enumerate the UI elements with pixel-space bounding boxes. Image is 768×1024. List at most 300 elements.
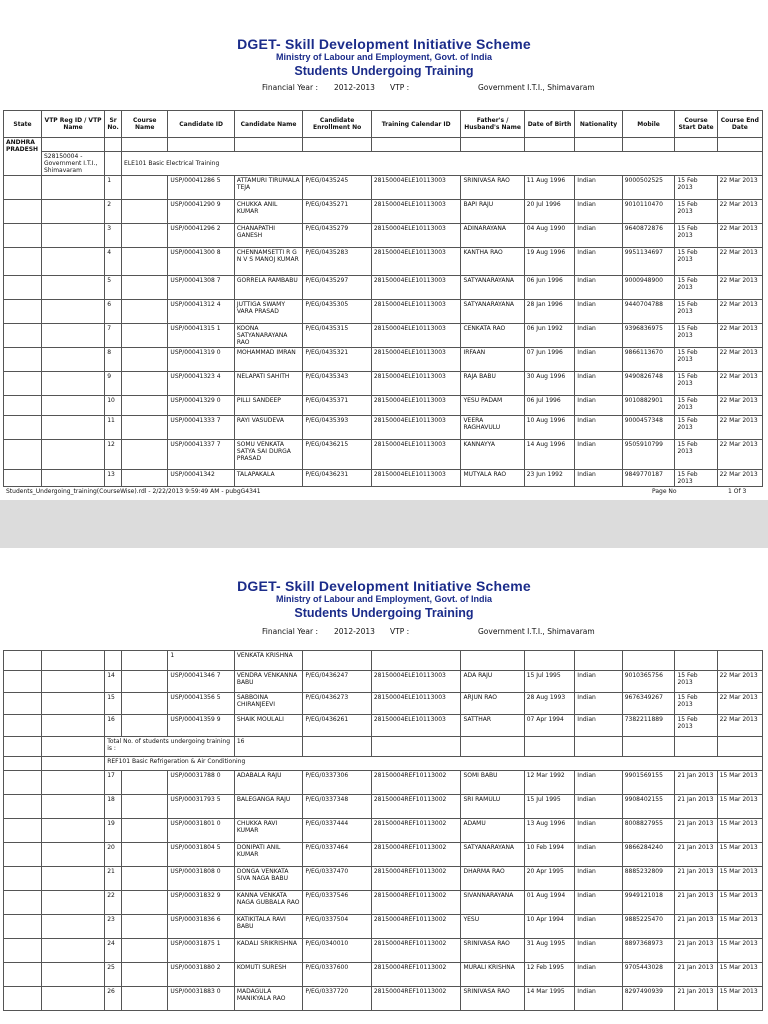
end-date-cell: 15 Mar 2013 bbox=[717, 771, 762, 795]
father-name-cell: ADAMU bbox=[461, 819, 524, 843]
calendar-id-cell: 28150004ELE10113003 bbox=[371, 176, 461, 200]
empty-cell bbox=[41, 138, 104, 152]
state-cell bbox=[4, 276, 42, 300]
table-row bbox=[4, 939, 763, 963]
start-date-cell: 21 Jan 2013 bbox=[675, 819, 717, 843]
candidate-id-cell: USP/00041286 5 bbox=[168, 176, 234, 200]
dob-cell: 07 Jun 1996 bbox=[524, 348, 575, 372]
mobile-cell: 9396836975 bbox=[622, 324, 675, 348]
nationality-cell: Indian bbox=[575, 819, 622, 843]
column-header: Date of Birth bbox=[524, 111, 575, 138]
nationality-cell: Indian bbox=[575, 891, 622, 915]
candidate-name-cell: ADABALA RAJU bbox=[234, 771, 303, 795]
father-name-cell: SATYANARAYANA bbox=[461, 843, 524, 867]
father-name-cell: SATYANARAYANA bbox=[461, 300, 524, 324]
state-cell bbox=[4, 987, 42, 1011]
end-date-cell: 15 Mar 2013 bbox=[717, 963, 762, 987]
table-row bbox=[4, 843, 763, 867]
candidate-id-cell: USP/00041300 8 bbox=[168, 248, 234, 276]
state-cell bbox=[4, 963, 42, 987]
start-date-cell: 21 Jan 2013 bbox=[675, 963, 717, 987]
dob-cell: 14 Mar 1995 bbox=[524, 987, 575, 1011]
mobile-cell: 9440704788 bbox=[622, 300, 675, 324]
empty-cell bbox=[622, 737, 675, 757]
nationality-cell: Indian bbox=[575, 795, 622, 819]
sr-no-cell: 20 bbox=[105, 843, 122, 867]
father-name-cell: KANNAYYA bbox=[461, 440, 524, 470]
nationality-cell: Indian bbox=[575, 771, 622, 795]
calendar-id-cell: 28150004REF10113002 bbox=[371, 843, 461, 867]
state-cell bbox=[4, 867, 42, 891]
father-name-cell: SRINIVASA RAO bbox=[461, 987, 524, 1011]
sr-no-cell: 13 bbox=[105, 470, 122, 487]
course-name-cell bbox=[122, 671, 168, 693]
start-date-cell: 21 Jan 2013 bbox=[675, 987, 717, 1011]
table-row bbox=[4, 276, 763, 300]
table-row bbox=[4, 671, 763, 693]
dob-cell: 28 Aug 1993 bbox=[524, 693, 575, 715]
candidate-name-cell: SHAIK MOULALI bbox=[234, 715, 303, 737]
candidate-id-cell: USP/00041312 4 bbox=[168, 300, 234, 324]
course-name-cell bbox=[122, 248, 168, 276]
candidate-id-cell: USP/00031793 5 bbox=[168, 795, 234, 819]
candidate-name-cell: MOHAMMAD IMRAN bbox=[234, 348, 303, 372]
end-date-cell: 15 Mar 2013 bbox=[717, 843, 762, 867]
state-cell bbox=[4, 324, 42, 348]
course-name-cell bbox=[122, 176, 168, 200]
candidate-id-cell: USP/00041308 7 bbox=[168, 276, 234, 300]
candidate-id-cell: USP/00031883 0 bbox=[168, 987, 234, 1011]
candidate-name-cell: DONGA VENKATA SIVA NAGA BABU bbox=[234, 867, 303, 891]
vtp-cell bbox=[41, 843, 104, 867]
calendar-id-cell: 28150004ELE10113003 bbox=[371, 224, 461, 248]
students-table-page-1 bbox=[3, 110, 763, 487]
enrollment-no-cell: P/EG/0337464 bbox=[303, 843, 372, 867]
end-date-cell: 15 Mar 2013 bbox=[717, 867, 762, 891]
state-cell bbox=[4, 440, 42, 470]
empty-cell bbox=[675, 138, 717, 152]
candidate-name-cell: NELAPATI SAHITH bbox=[234, 372, 303, 396]
dob-cell: 15 Jul 1995 bbox=[524, 795, 575, 819]
candidate-name-cell: SOMU VENKATA SATYA SAI DURGA PRASAD bbox=[234, 440, 303, 470]
start-date-cell: 15 Feb 2013 bbox=[675, 671, 717, 693]
course-name-cell bbox=[122, 715, 168, 737]
calendar-id-cell: 28150004ELE10113003 bbox=[371, 300, 461, 324]
mobile-cell: 9885225470 bbox=[622, 915, 675, 939]
state-cell bbox=[4, 757, 42, 771]
state-cell bbox=[4, 915, 42, 939]
report-title-p2: DGET- Skill Development Initiative Scheme bbox=[237, 578, 531, 594]
start-date-cell: 15 Feb 2013 bbox=[675, 715, 717, 737]
start-date-cell: 15 Feb 2013 bbox=[675, 693, 717, 715]
empty-cell bbox=[524, 737, 575, 757]
empty-cell bbox=[303, 138, 372, 152]
course-name-cell bbox=[122, 276, 168, 300]
empty-cell bbox=[303, 651, 372, 671]
enrollment-no-cell: P/EG/0337348 bbox=[303, 795, 372, 819]
enrollment-no-cell: P/EG/0436247 bbox=[303, 671, 372, 693]
calendar-id-cell: 28150004REF10113002 bbox=[371, 987, 461, 1011]
course-name-cell bbox=[122, 819, 168, 843]
end-date-cell: 22 Mar 2013 bbox=[717, 348, 762, 372]
start-date-cell: 15 Feb 2013 bbox=[675, 396, 717, 416]
candidate-id-cell: USP/00041296 2 bbox=[168, 224, 234, 248]
candidate-id-cell: USP/00041359 9 bbox=[168, 715, 234, 737]
nationality-cell: Indian bbox=[575, 396, 622, 416]
course-name-cell bbox=[122, 795, 168, 819]
nationality-cell: Indian bbox=[575, 470, 622, 487]
sr-no-cell: 24 bbox=[105, 939, 122, 963]
empty-cell bbox=[717, 651, 762, 671]
enrollment-no-cell: P/EG/0337444 bbox=[303, 819, 372, 843]
candidate-id-cell: USP/00041323 4 bbox=[168, 372, 234, 396]
empty-cell bbox=[122, 138, 168, 152]
dob-cell: 30 Aug 1996 bbox=[524, 372, 575, 396]
empty-cell bbox=[717, 138, 762, 152]
end-date-cell: 15 Mar 2013 bbox=[717, 819, 762, 843]
end-date-cell: 22 Mar 2013 bbox=[717, 372, 762, 396]
candidate-id-cell: USP/00031808 0 bbox=[168, 867, 234, 891]
vtp-cell bbox=[41, 939, 104, 963]
nationality-cell: Indian bbox=[575, 248, 622, 276]
state-cell bbox=[4, 470, 42, 487]
vtp-cell bbox=[41, 200, 104, 224]
table-row bbox=[4, 200, 763, 224]
dob-cell: 13 Aug 1996 bbox=[524, 819, 575, 843]
candidate-id-cell: USP/00031836 6 bbox=[168, 915, 234, 939]
total-label: Total No. of students undergoing training is : bbox=[105, 737, 235, 757]
table-row bbox=[4, 987, 763, 1011]
table-row bbox=[4, 867, 763, 891]
sr-no-cell: 7 bbox=[105, 324, 122, 348]
vtp-cell bbox=[41, 440, 104, 470]
column-header: Father's / Husband's Name bbox=[461, 111, 524, 138]
calendar-id-cell: 28150004REF10113002 bbox=[371, 795, 461, 819]
father-name-cell: SATYANARAYANA bbox=[461, 276, 524, 300]
course-name-cell bbox=[122, 915, 168, 939]
enrollment-no-cell: P/EG/0436215 bbox=[303, 440, 372, 470]
dob-cell: 19 Aug 1996 bbox=[524, 248, 575, 276]
dob-cell: 07 Apr 1994 bbox=[524, 715, 575, 737]
candidate-name-cell: VENDRA VENKANNA BABU bbox=[234, 671, 303, 693]
start-date-cell: 21 Jan 2013 bbox=[675, 915, 717, 939]
vtp-cell bbox=[41, 693, 104, 715]
footer-page-label: Page No bbox=[652, 488, 677, 495]
father-name-cell: SRINIVASA RAO bbox=[461, 939, 524, 963]
sr-no-cell: 1 bbox=[105, 176, 122, 200]
mobile-cell: 8897368973 bbox=[622, 939, 675, 963]
end-date-cell: 22 Mar 2013 bbox=[717, 248, 762, 276]
start-date-cell: 15 Feb 2013 bbox=[675, 324, 717, 348]
candidate-name-cell: SABBOINA CHIRANJEEVI bbox=[234, 693, 303, 715]
state-cell bbox=[4, 248, 42, 276]
dob-cell: 23 Jun 1992 bbox=[524, 470, 575, 487]
enrollment-no-cell: P/EG/0337600 bbox=[303, 963, 372, 987]
mobile-cell: 9949121018 bbox=[622, 891, 675, 915]
father-name-cell: ADINARAYANA bbox=[461, 224, 524, 248]
dob-cell: 14 Aug 1996 bbox=[524, 440, 575, 470]
candidate-id-cell: USP/00041337 7 bbox=[168, 440, 234, 470]
dob-cell: 06 Jul 1996 bbox=[524, 396, 575, 416]
enrollment-no-cell: P/EG/0435279 bbox=[303, 224, 372, 248]
dob-cell: 06 Jun 1992 bbox=[524, 324, 575, 348]
father-name-cell: DHARMA RAO bbox=[461, 867, 524, 891]
enrollment-no-cell: P/EG/0337306 bbox=[303, 771, 372, 795]
enrollment-no-cell: P/EG/0337470 bbox=[303, 867, 372, 891]
course-name-cell bbox=[122, 891, 168, 915]
nationality-cell: Indian bbox=[575, 200, 622, 224]
end-date-cell: 22 Mar 2013 bbox=[717, 324, 762, 348]
state-cell bbox=[4, 651, 42, 671]
nationality-cell: Indian bbox=[575, 843, 622, 867]
state-cell bbox=[4, 891, 42, 915]
nationality-cell: Indian bbox=[575, 693, 622, 715]
empty-cell bbox=[461, 651, 524, 671]
candidate-name-cell: KATIKITALA RAVI BABU bbox=[234, 915, 303, 939]
state-cell: ANDHRA PRADESH bbox=[4, 138, 42, 176]
enrollment-no-cell: P/EG/0436231 bbox=[303, 470, 372, 487]
empty-cell bbox=[575, 651, 622, 671]
sr-no-cell: 26 bbox=[105, 987, 122, 1011]
dob-cell: 15 Jul 1995 bbox=[524, 671, 575, 693]
father-name-cell: VEERA RAGHAVULU bbox=[461, 416, 524, 440]
empty-cell bbox=[168, 138, 234, 152]
table-row bbox=[4, 396, 763, 416]
nationality-cell: Indian bbox=[575, 176, 622, 200]
state-cell bbox=[4, 693, 42, 715]
vtp-cell bbox=[41, 891, 104, 915]
candidate-name-cell: BALEGANGA RAJU bbox=[234, 795, 303, 819]
candidate-name-cell: CHANAPATHI GANESH bbox=[234, 224, 303, 248]
state-row bbox=[4, 138, 763, 152]
students-table-page-2 bbox=[3, 650, 763, 1011]
calendar-id-cell: 28150004REF10113002 bbox=[371, 819, 461, 843]
state-cell bbox=[4, 843, 42, 867]
vtp-cell bbox=[41, 372, 104, 396]
candidate-id-cell: USP/00041319 0 bbox=[168, 348, 234, 372]
state-cell bbox=[4, 737, 42, 757]
column-header: Course Start Date bbox=[675, 111, 717, 138]
candidate-id-cell: USP/00031880 2 bbox=[168, 963, 234, 987]
enrollment-no-cell: P/EG/0340010 bbox=[303, 939, 372, 963]
empty-cell bbox=[234, 138, 303, 152]
fy-label-p2: Financial Year : bbox=[262, 627, 319, 636]
course-name-cell bbox=[122, 416, 168, 440]
mobile-cell: 9866284240 bbox=[622, 843, 675, 867]
vtp-value-p2: Government I.T.I., Shimavaram bbox=[478, 627, 595, 636]
dob-cell: 31 Aug 1995 bbox=[524, 939, 575, 963]
father-name-cell: ARJUN RAO bbox=[461, 693, 524, 715]
table-row bbox=[4, 324, 763, 348]
candidate-name-cell: GORRELA RAMBABU bbox=[234, 276, 303, 300]
end-date-cell: 22 Mar 2013 bbox=[717, 715, 762, 737]
sr-no-cell: 2 bbox=[105, 200, 122, 224]
end-date-cell: 15 Mar 2013 bbox=[717, 891, 762, 915]
candidate-name-cell: DONIPATI ANIL KUMAR bbox=[234, 843, 303, 867]
calendar-id-cell: 28150004ELE10113003 bbox=[371, 372, 461, 396]
start-date-cell: 15 Feb 2013 bbox=[675, 200, 717, 224]
table-row bbox=[4, 224, 763, 248]
vtp-cell bbox=[41, 757, 104, 771]
enrollment-no-cell: P/EG/0435283 bbox=[303, 248, 372, 276]
enrollment-no-cell: P/EG/0435245 bbox=[303, 176, 372, 200]
start-date-cell: 15 Feb 2013 bbox=[675, 300, 717, 324]
enrollment-no-cell: P/EG/0435371 bbox=[303, 396, 372, 416]
mobile-cell: 9000457348 bbox=[622, 416, 675, 440]
empty-cell bbox=[371, 138, 461, 152]
vtp-cell bbox=[41, 396, 104, 416]
calendar-id-cell: 28150004ELE10113003 bbox=[371, 470, 461, 487]
course-name-cell bbox=[122, 939, 168, 963]
mobile-cell: 9010882901 bbox=[622, 396, 675, 416]
start-date-cell: 15 Feb 2013 bbox=[675, 176, 717, 200]
table-row bbox=[4, 300, 763, 324]
nationality-cell: Indian bbox=[575, 963, 622, 987]
mobile-cell: 8008827955 bbox=[622, 819, 675, 843]
course-row bbox=[4, 757, 763, 771]
course-name-cell bbox=[122, 843, 168, 867]
table-row bbox=[4, 176, 763, 200]
start-date-cell: 21 Jan 2013 bbox=[675, 843, 717, 867]
course-group-label: ELE101 Basic Electrical Training bbox=[122, 152, 763, 176]
calendar-id-cell: 28150004ELE10113003 bbox=[371, 416, 461, 440]
end-date-cell: 22 Mar 2013 bbox=[717, 693, 762, 715]
calendar-id-cell: 28150004ELE10113003 bbox=[371, 693, 461, 715]
state-cell bbox=[4, 939, 42, 963]
total-row bbox=[4, 737, 763, 757]
total-value: 16 bbox=[234, 737, 303, 757]
state-cell bbox=[4, 372, 42, 396]
vtp-cell bbox=[41, 470, 104, 487]
sr-no-cell: 25 bbox=[105, 963, 122, 987]
candidate-id-cell: 1 bbox=[168, 651, 234, 671]
calendar-id-cell: 28150004REF10113002 bbox=[371, 963, 461, 987]
enrollment-no-cell: P/EG/0435393 bbox=[303, 416, 372, 440]
nationality-cell: Indian bbox=[575, 324, 622, 348]
nationality-cell: Indian bbox=[575, 372, 622, 396]
empty-cell bbox=[575, 737, 622, 757]
candidate-id-cell: USP/00031832 9 bbox=[168, 891, 234, 915]
end-date-cell: 22 Mar 2013 bbox=[717, 200, 762, 224]
enrollment-no-cell: P/EG/0435321 bbox=[303, 348, 372, 372]
enrollment-no-cell: P/EG/0337504 bbox=[303, 915, 372, 939]
father-name-cell: IRFAAN bbox=[461, 348, 524, 372]
report-page-2 bbox=[0, 548, 768, 1024]
sr-no-cell: 18 bbox=[105, 795, 122, 819]
end-date-cell: 22 Mar 2013 bbox=[717, 276, 762, 300]
candidate-id-cell: USP/00031875 1 bbox=[168, 939, 234, 963]
father-name-cell: RAJA BABU bbox=[461, 372, 524, 396]
nationality-cell: Indian bbox=[575, 987, 622, 1011]
sr-no-cell: 11 bbox=[105, 416, 122, 440]
mobile-cell: 9866113670 bbox=[622, 348, 675, 372]
start-date-cell: 15 Feb 2013 bbox=[675, 440, 717, 470]
report-page-1 bbox=[0, 0, 768, 500]
state-cell bbox=[4, 771, 42, 795]
calendar-id-cell: 28150004ELE10113003 bbox=[371, 276, 461, 300]
vtp-cell bbox=[41, 737, 104, 757]
state-cell bbox=[4, 671, 42, 693]
calendar-id-cell: 28150004REF10113002 bbox=[371, 891, 461, 915]
course-name-cell bbox=[122, 867, 168, 891]
calendar-id-cell: 28150004ELE10113003 bbox=[371, 348, 461, 372]
state-cell bbox=[4, 300, 42, 324]
enrollment-no-cell: P/EG/0436261 bbox=[303, 715, 372, 737]
vtp-cell bbox=[41, 300, 104, 324]
candidate-name-cell: CHENNAMSETTI R G N V S MANOJ KUMAR bbox=[234, 248, 303, 276]
vtp-cell bbox=[41, 915, 104, 939]
state-cell bbox=[4, 176, 42, 200]
father-name-cell: CENKATA RAO bbox=[461, 324, 524, 348]
column-header: State bbox=[4, 111, 42, 138]
calendar-id-cell: 28150004ELE10113003 bbox=[371, 324, 461, 348]
continued-row bbox=[4, 651, 763, 671]
sr-no-cell: 19 bbox=[105, 819, 122, 843]
candidate-name-cell: KANNA VENKATA NAGA GUBBALA RAO bbox=[234, 891, 303, 915]
father-name-cell: SATTHAR bbox=[461, 715, 524, 737]
enrollment-no-cell: P/EG/0435297 bbox=[303, 276, 372, 300]
vtp-cell bbox=[41, 324, 104, 348]
mobile-cell: 9705443028 bbox=[622, 963, 675, 987]
course-name-cell bbox=[122, 348, 168, 372]
course-name-cell bbox=[122, 771, 168, 795]
table-row bbox=[4, 715, 763, 737]
enrollment-no-cell: P/EG/0337546 bbox=[303, 891, 372, 915]
state-cell bbox=[4, 819, 42, 843]
fy-value: 2012-2013 bbox=[334, 83, 375, 92]
father-name-cell: MURALI KRISHNA bbox=[461, 963, 524, 987]
state-cell bbox=[4, 396, 42, 416]
dob-cell: 20 Jul 1996 bbox=[524, 200, 575, 224]
mobile-cell: 7382211889 bbox=[622, 715, 675, 737]
state-cell bbox=[4, 795, 42, 819]
mobile-cell: 8885232809 bbox=[622, 867, 675, 891]
candidate-name-cell: MADAGULA MANIKYALA RAO bbox=[234, 987, 303, 1011]
candidate-name-cell: CHUKKA RAVI KUMAR bbox=[234, 819, 303, 843]
table-row bbox=[4, 470, 763, 487]
start-date-cell: 21 Jan 2013 bbox=[675, 891, 717, 915]
calendar-id-cell: 28150004ELE10113003 bbox=[371, 440, 461, 470]
column-header: Mobile bbox=[622, 111, 675, 138]
course-row bbox=[4, 152, 763, 176]
footer-page-value: 1 Of 3 bbox=[728, 488, 747, 495]
start-date-cell: 21 Jan 2013 bbox=[675, 771, 717, 795]
vtp-cell bbox=[41, 715, 104, 737]
enrollment-no-cell: P/EG/0337720 bbox=[303, 987, 372, 1011]
dob-cell: 10 Feb 1994 bbox=[524, 843, 575, 867]
end-date-cell: 22 Mar 2013 bbox=[717, 300, 762, 324]
empty-cell bbox=[717, 737, 762, 757]
column-header: Nationality bbox=[575, 111, 622, 138]
course-name-cell bbox=[122, 372, 168, 396]
dob-cell: 12 Feb 1995 bbox=[524, 963, 575, 987]
candidate-name-cell: VENKATA KRISHNA bbox=[234, 651, 303, 671]
table-row bbox=[4, 795, 763, 819]
candidate-id-cell: USP/00031788 0 bbox=[168, 771, 234, 795]
end-date-cell: 22 Mar 2013 bbox=[717, 396, 762, 416]
fy-value-p2: 2012-2013 bbox=[334, 627, 375, 636]
enrollment-no-cell: P/EG/0435305 bbox=[303, 300, 372, 324]
column-header: Training Calendar ID bbox=[371, 111, 461, 138]
candidate-id-cell: USP/00041346 7 bbox=[168, 671, 234, 693]
vtp-cell bbox=[41, 248, 104, 276]
mobile-cell: 9849770187 bbox=[622, 470, 675, 487]
empty-cell bbox=[675, 737, 717, 757]
father-name-cell: SIVANNARAYANA bbox=[461, 891, 524, 915]
mobile-cell: 9676349267 bbox=[622, 693, 675, 715]
report-subtitle-p2: Students Undergoing Training bbox=[294, 606, 474, 620]
table-row bbox=[4, 348, 763, 372]
